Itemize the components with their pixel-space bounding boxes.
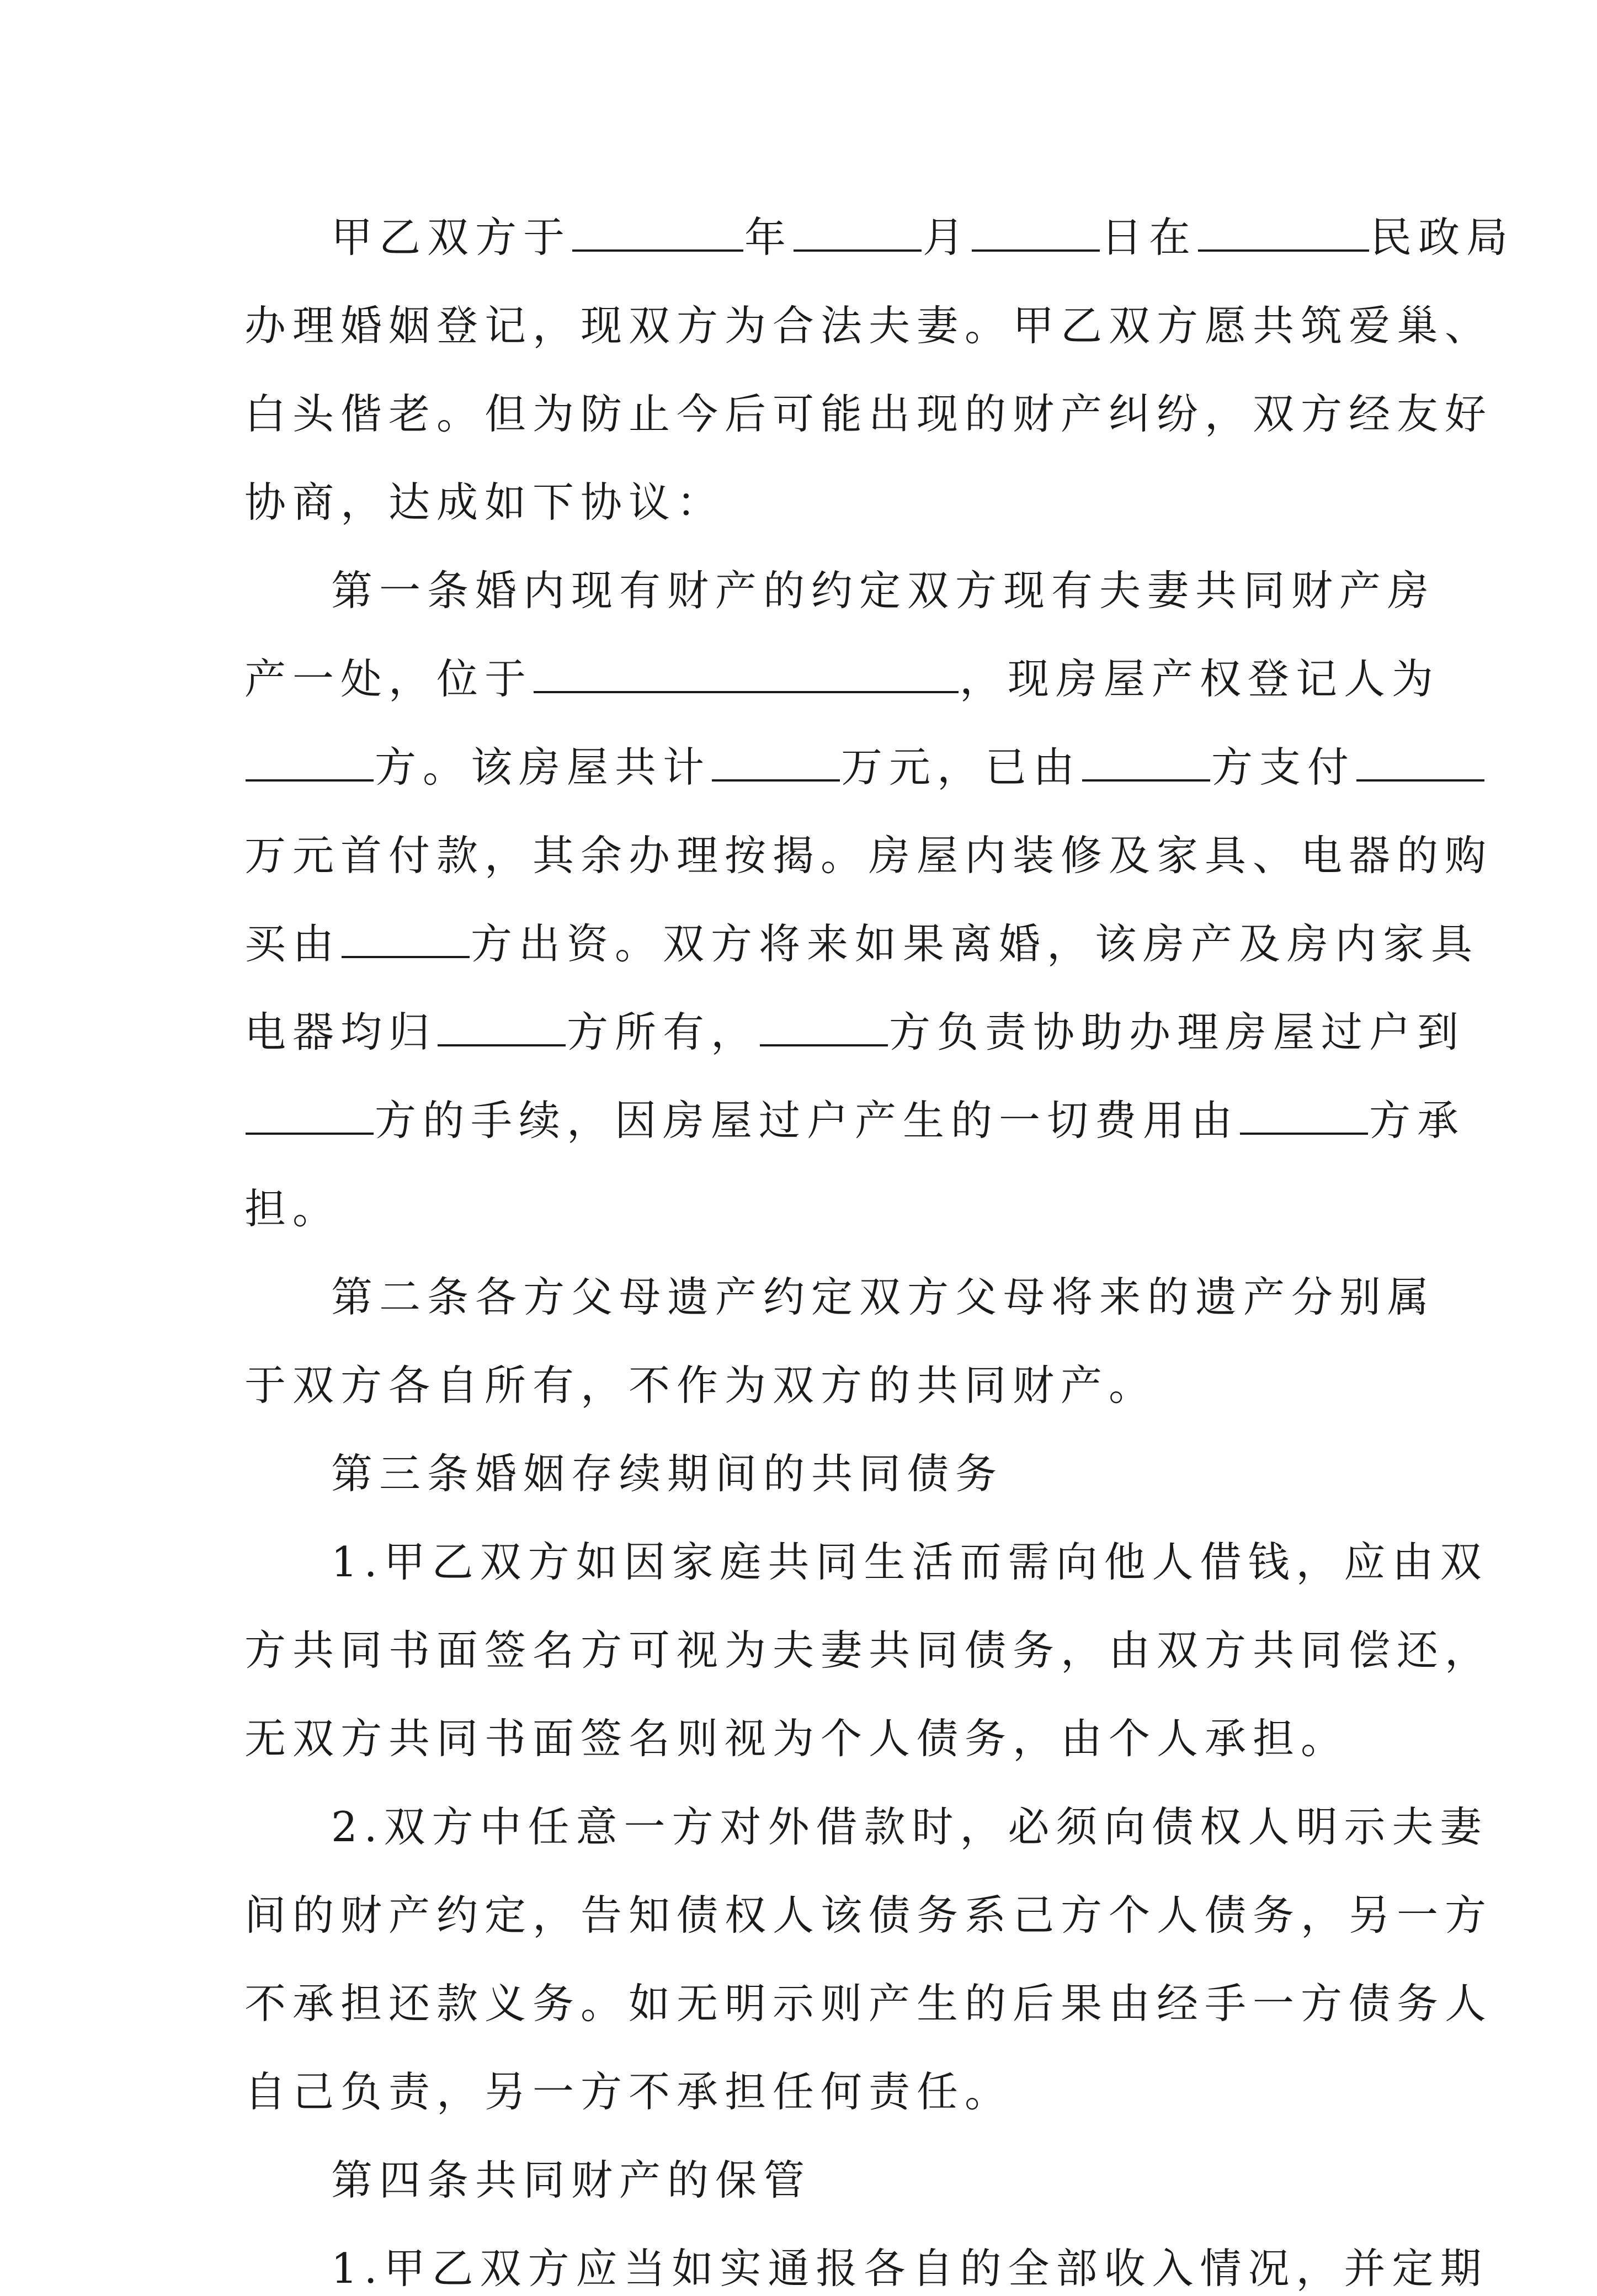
total-price-blank <box>712 741 840 782</box>
bureau-label: 民政局 <box>1370 213 1515 262</box>
ownership-blank <box>438 1006 566 1046</box>
article1-text: 方出资。双方将来如果离婚，该房产及房内家具 <box>471 920 1479 968</box>
article3-heading: 第三条婚姻存续期间的共同债务 <box>331 1449 1004 1498</box>
article1-text: ，现房屋产权登记人为 <box>960 655 1440 703</box>
article1-text: 方。该房屋共计 <box>375 743 711 791</box>
article1-line-1: 第一条婚内现有财产的约定双方现有夫妻共同财产房 <box>331 566 1436 615</box>
article1-text: 电器均归 <box>244 1008 437 1056</box>
preamble-line-1 <box>331 210 1515 265</box>
article3-item2-line-4: 自己负责，另一方不承担任何责任。 <box>244 2068 1013 2116</box>
article1-line-8: 担。 <box>244 1184 341 1233</box>
article1-text: 方负责协助办理房屋过户到 <box>889 1008 1466 1056</box>
transfer-to-blank <box>246 1094 374 1135</box>
article1-text: 方所有， <box>567 1008 759 1056</box>
article1-line-4: 万元首付款，其余办理按揭。房屋内装修及家具、电器的购 <box>244 831 1493 880</box>
article4-heading: 第四条共同财产的保管 <box>331 2156 812 2204</box>
year-blank <box>572 211 743 252</box>
fee-bearer-blank <box>1240 1094 1368 1135</box>
month-blank <box>794 211 922 252</box>
article1-line-3 <box>244 740 1359 795</box>
decoration-payer-blank <box>342 917 470 958</box>
article3-item2-line-2: 间的财产约定，告知债权人该债务系己方个人债务，另一方 <box>244 1891 1493 1939</box>
transfer-assist-blank <box>760 1006 888 1046</box>
day-label: 日在 <box>1101 213 1197 262</box>
preamble-line-2: 办理婚姻登记，现双方为合法夫妻。甲乙双方愿共筑爱巢、 <box>244 301 1493 350</box>
day-blank <box>972 211 1100 252</box>
article3-item1-line-1: 1.甲乙双方如因家庭共同生活而需向他人借钱，应由双 <box>331 1538 1488 1586</box>
year-label: 年 <box>744 213 793 262</box>
article1-text: 万元，已由 <box>841 743 1082 791</box>
article4-item1-line-1: 1.甲乙双方应当如实通报各自的全部收入情况，并定期 <box>331 2244 1488 2293</box>
article1-text: 方承 <box>1369 1096 1466 1145</box>
article1-text: 方的手续，因房屋过户产生的一切费用由 <box>375 1096 1239 1145</box>
article2-line-1: 第二条各方父母遗产约定双方父母将来的遗产分别属 <box>331 1273 1436 1321</box>
article1-text: 买由 <box>244 920 341 968</box>
month-label: 月 <box>923 213 971 262</box>
article1-line-7 <box>244 1093 1466 1148</box>
owner-blank <box>246 741 374 782</box>
article3-item1-line-2: 方共同书面签名方可视为夫妻共同债务，由双方共同偿还， <box>244 1626 1493 1675</box>
article3-item2-line-3: 不承担还款义务。如无明示则产生的后果由经手一方债务人 <box>244 1979 1493 2028</box>
article1-line-6 <box>244 1005 1466 1060</box>
article3-item1-line-3: 无双方共同书面签名则视为个人债务，由个人承担。 <box>244 1714 1349 1763</box>
article1-line-5 <box>244 916 1479 971</box>
article3-item2-line-1: 2.双方中任意一方对外借款时，必须向债权人明示夫妻 <box>331 1803 1488 1851</box>
article2-line-2: 于双方各自所有，不作为双方的共同财产。 <box>244 1361 1157 1410</box>
preamble-line-3: 白头偕老。但为防止今后可能出现的财产纠纷，双方经友好 <box>244 390 1493 438</box>
payer-blank <box>1082 741 1210 782</box>
article1-text: 方支付 <box>1211 743 1356 791</box>
preamble-text: 甲乙双方于 <box>331 213 572 262</box>
preamble-line-4: 协商，达成如下协议： <box>244 478 725 527</box>
down-payment-blank <box>1356 741 1484 782</box>
article1-text: 产一处，位于 <box>244 655 533 703</box>
address-blank <box>534 652 959 693</box>
bureau-blank <box>1198 211 1369 252</box>
article1-line-2 <box>244 651 1440 706</box>
